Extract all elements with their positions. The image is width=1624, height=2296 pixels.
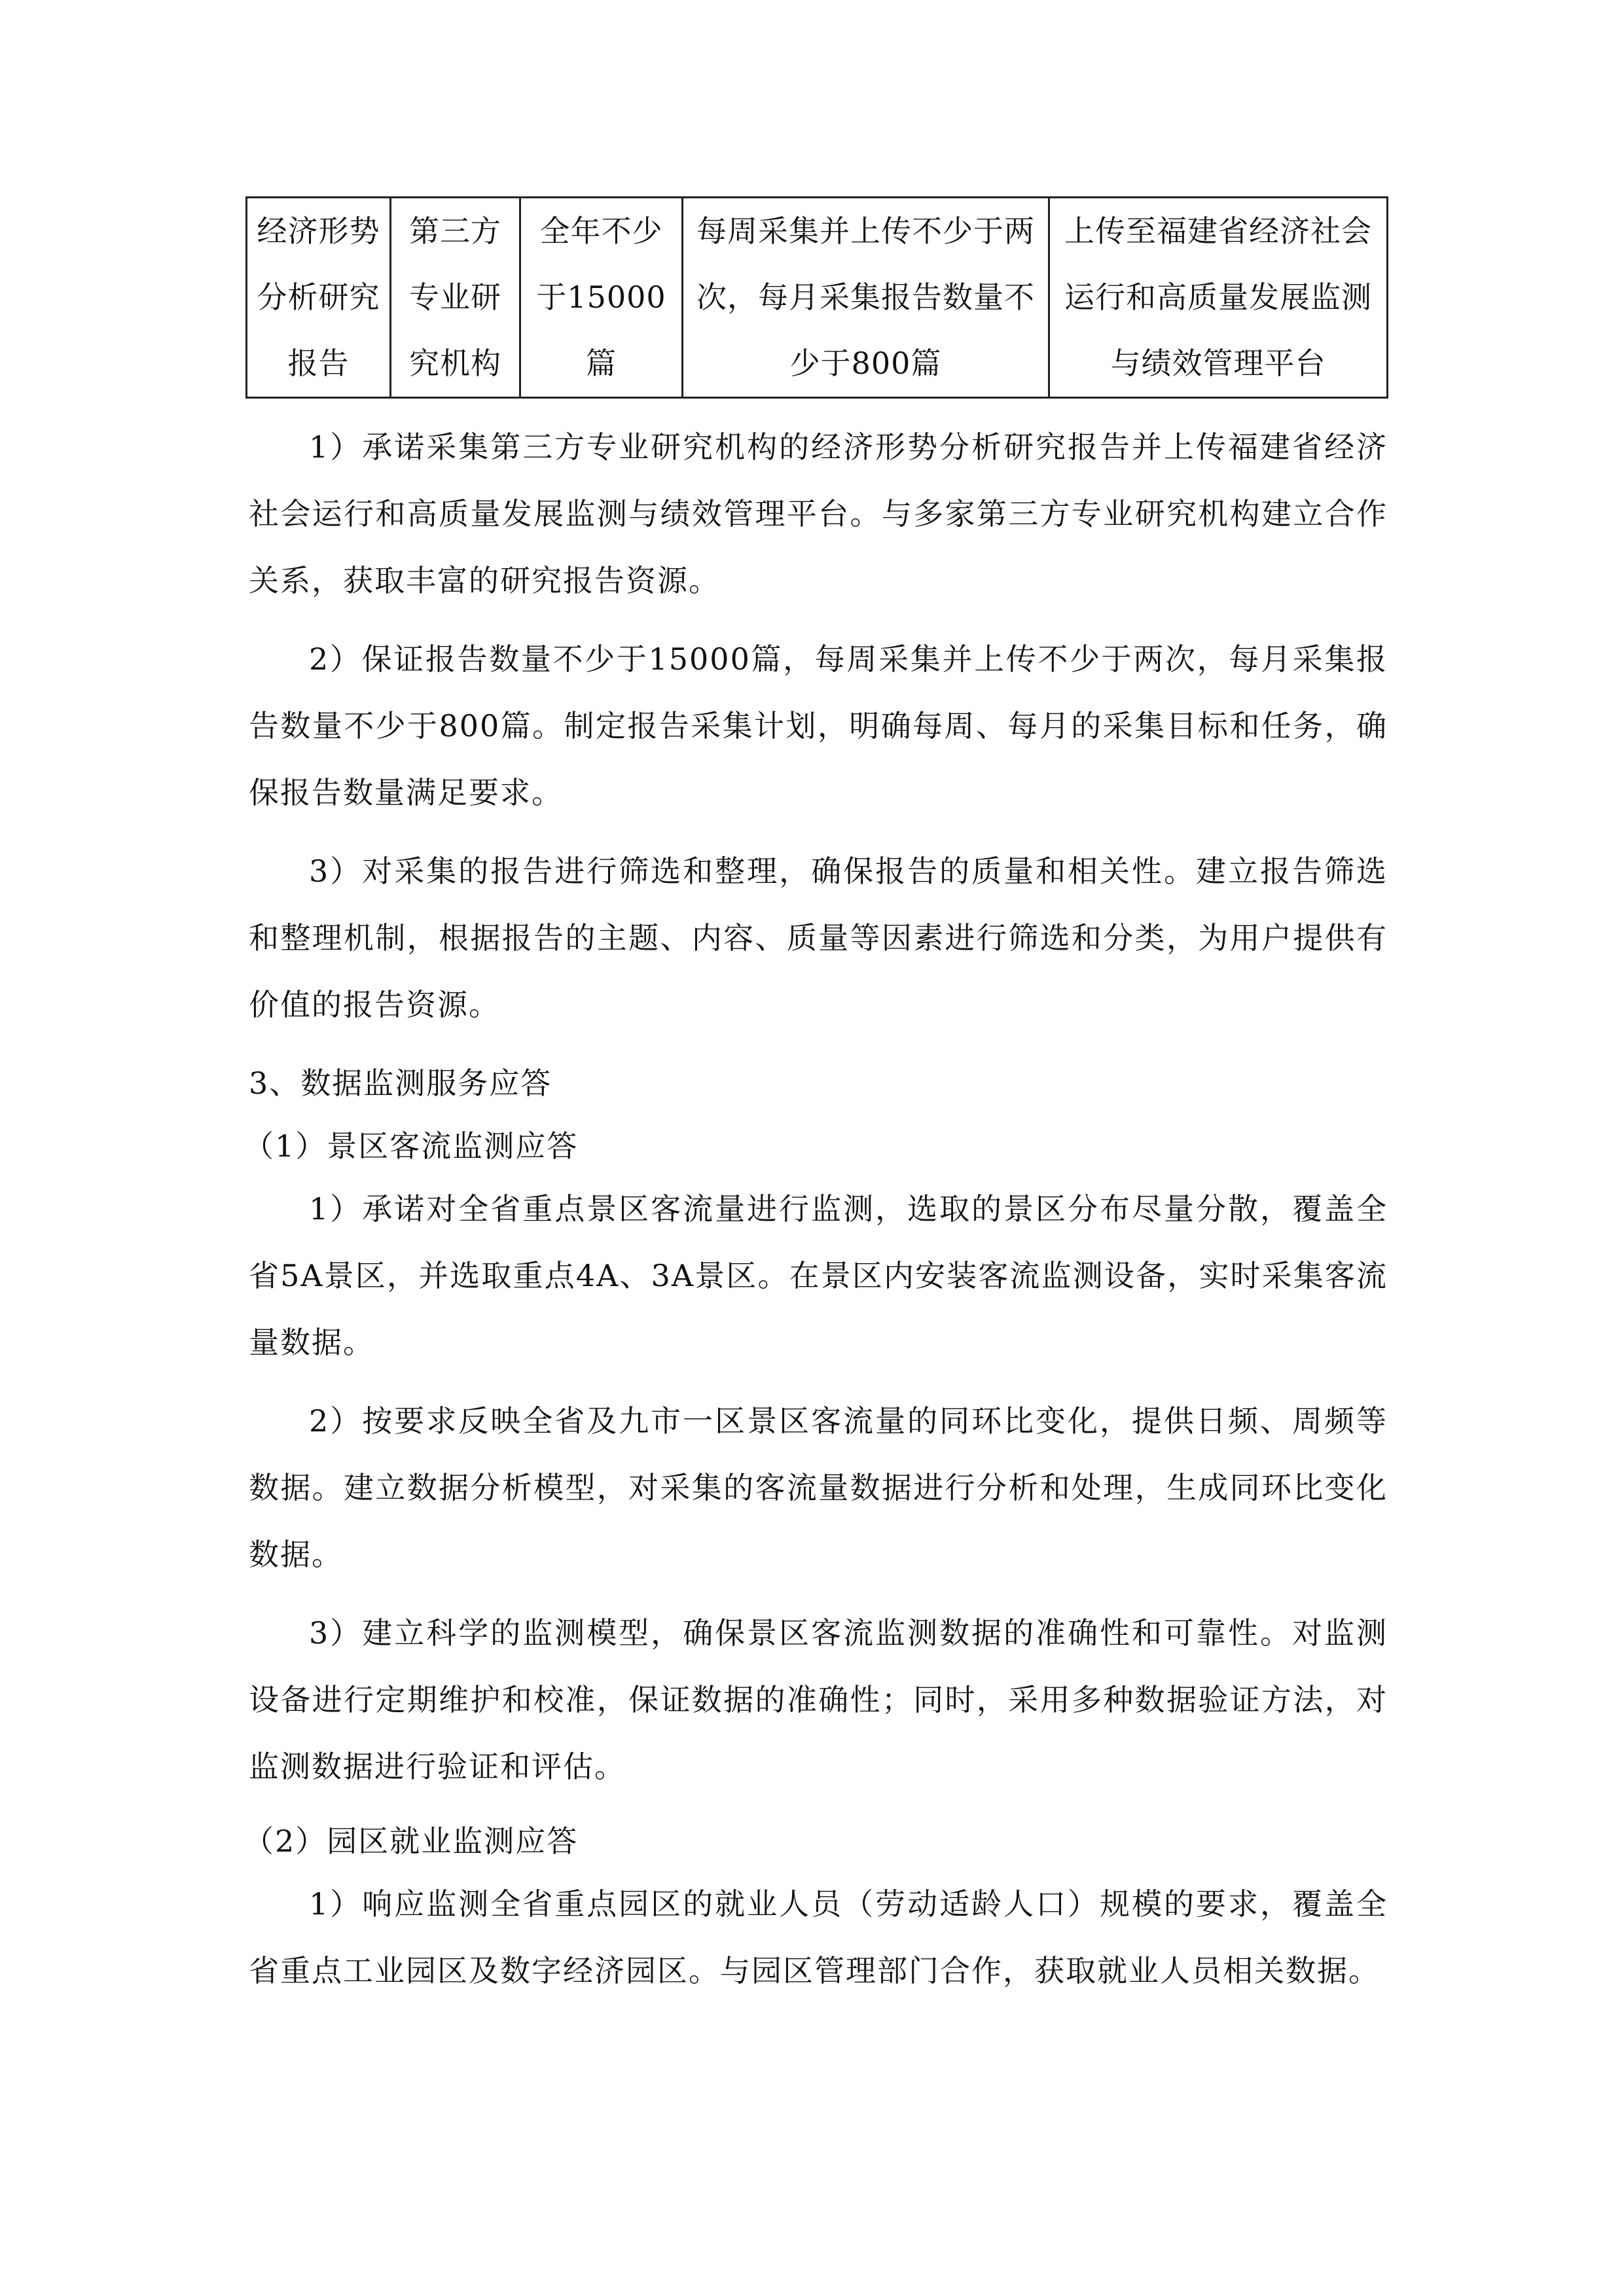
report-paragraph-1: 1）承诺采集第三方专业研究机构的经济形势分析研究报告并上传福建省经济社会运行和高质量发展监测与绩效管理平台。与多家第三方专业研究机构建立合作关系，获取丰富的研究报告资源。 <box>249 429 1388 598</box>
scenic-paragraph-2: 2）按要求反映全省及九市一区景区客流量的同环比变化，提供日频、周频等数据。建立数据分析模型，对采集的客流量数据进行分析和处理，生成同环比变化数据。 <box>249 1403 1388 1572</box>
report-paragraph-2: 2）保证报告数量不少于15000篇，每周采集并上传不少于两次，每月采集报告数量不少于800篇。制定报告采集计划，明确每周、每月的采集目标和任务，确保报告数量满足要求。 <box>249 641 1388 810</box>
scenic-paragraph-1: 1）承诺对全省重点景区客流量进行监测，选取的景区分布尽量分散，覆盖全省5A景区，并选取重点4A、3A景区。在景区内安装客流监测设备，实时采集客流量数据。 <box>249 1191 1388 1360</box>
report-paragraph-3: 3）对采集的报告进行筛选和整理，确保报告的质量和相关性。建立报告筛选和整理机制，根据报告的主题、内容、质量等因素进行筛选和分类，为用户提供有价值的报告资源。 <box>249 853 1388 1022</box>
scenic-heading: （1）景区客流监测应答 <box>244 1128 579 1164</box>
data-collection-table <box>245 196 1388 399</box>
cell-frequency: 每周采集并上传不少于两次，每月采集报告数量不少于800篇 <box>683 198 1049 398</box>
document-body <box>244 414 1388 2004</box>
section-heading: 3、数据监测服务应答 <box>249 1066 552 1101</box>
cell-annual-quantity: 全年不少于15000篇 <box>520 198 683 398</box>
cell-destination: 上传至福建省经济社会运行和高质量发展监测与绩效管理平台 <box>1049 198 1388 398</box>
cell-source: 第三方专业研究机构 <box>391 198 520 398</box>
table-row <box>247 198 1388 398</box>
cell-item: 经济形势分析研究报告 <box>247 198 391 398</box>
scenic-paragraph-3: 3）建立科学的监测模型，确保景区客流监测数据的准确性和可靠性。对监测设备进行定期维护和校准，保证数据的准确性；同时，采用多种数据验证方法，对监测数据进行验证和评估。 <box>249 1615 1388 1784</box>
park-paragraph-1: 1）响应监测全省重点园区的就业人员（劳动适龄人口）规模的要求，覆盖全省重点工业园区及数字经济园区。与园区管理部门合作，获取就业人员相关数据。 <box>249 1886 1388 1988</box>
park-heading: （2）园区就业监测应答 <box>244 1823 579 1859</box>
